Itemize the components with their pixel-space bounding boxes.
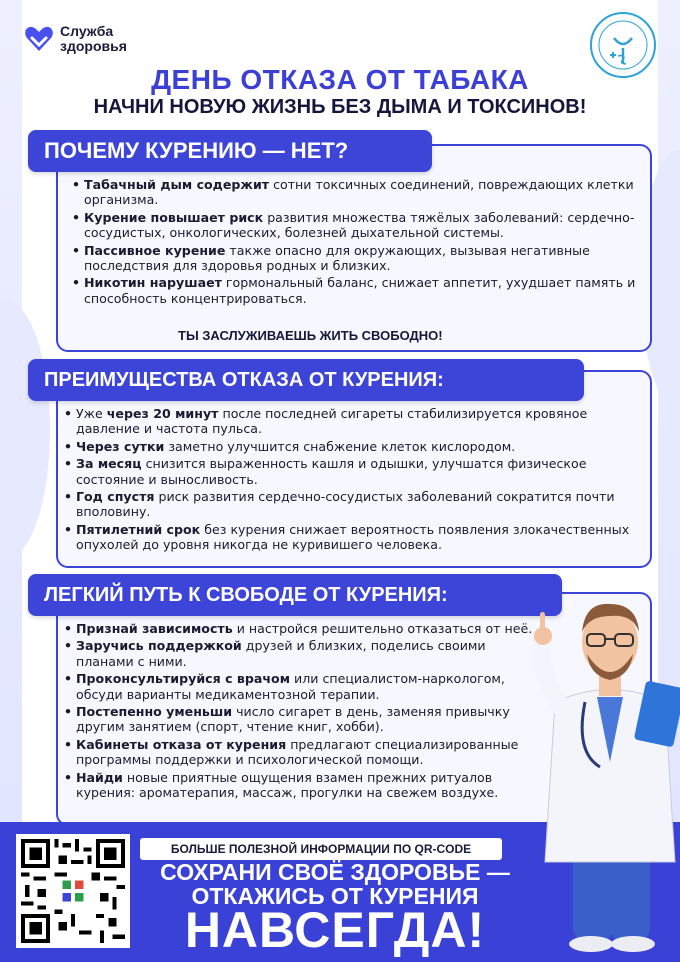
list-item: • Кабинеты отказа от курения предлагают специализированные программы поддержки и психологической помощи. bbox=[64, 737, 544, 768]
list-item: • Пятилетний срок без курения снижает вероятность появления злокачественных опухолей до уровня никогда не куривишего человека. bbox=[64, 522, 644, 553]
page-title: ДЕНЬ ОТКАЗА ОТ ТАБАКА bbox=[151, 64, 529, 95]
list-item: • Признай зависимость и настройся решительно отказаться от неё. bbox=[64, 621, 544, 636]
qr-code[interactable] bbox=[16, 834, 130, 948]
list-item: • Курение повышает риск развития множества тяжёлых заболеваний: сердечно-сосудистых, онкологических, болезней дыхательной системы. bbox=[72, 210, 642, 241]
brand-name-line2: здоровья bbox=[60, 38, 127, 54]
list-item: • Постепенно уменьши число сигарет в день, заменяя привычку другим занятием (спорт, чтение книг, хобби). bbox=[64, 704, 544, 735]
decor-blob bbox=[0, 300, 50, 560]
slogan-line2: ОТКАЖИСЬ ОТ КУРЕНИЯ bbox=[191, 883, 479, 909]
slogan-forever: НАВСЕГДА! bbox=[184, 902, 486, 958]
section-why-list bbox=[72, 177, 642, 308]
brand-name-line1: Служба bbox=[60, 23, 114, 39]
doctor-illustration-icon bbox=[515, 592, 680, 962]
list-item: • Никотин нарушает гормональный баланс, снижает аппетит, ухудшает память и способность концентрироваться. bbox=[72, 275, 642, 306]
section-benefits-heading: ПРЕИМУЩЕСТВА ОТКАЗА ОТ КУРЕНИЯ: bbox=[28, 359, 584, 401]
list-item: • Уже через 20 минут после последней сигареты стабилизируется кровяное давление и частота пульса. bbox=[64, 406, 644, 437]
slogan-line1: СОХРАНИ СВОЁ ЗДОРОВЬЕ — bbox=[160, 859, 510, 885]
page-subtitle: НАЧНИ НОВУЮ ЖИЗНЬ БЕЗ ДЫМА И ТОКСИНОВ! bbox=[93, 96, 587, 118]
section-why-heading: ПОЧЕМУ КУРЕНИЮ — НЕТ? bbox=[28, 130, 432, 172]
list-item: • Через сутки заметно улучшится снабжение клеток кислородом. bbox=[64, 439, 644, 454]
section-path-list bbox=[64, 621, 544, 802]
qr-code-icon bbox=[21, 839, 125, 943]
section-benefits-list bbox=[64, 406, 644, 555]
section-why-motto: ТЫ ЗАСЛУЖИВАЕШЬ ЖИТЬ СВОБОДНО! bbox=[178, 328, 443, 343]
section-path-heading: ЛЕГКИЙ ПУТЬ К СВОБОДЕ ОТ КУРЕНИЯ: bbox=[28, 574, 562, 616]
heart-logo-icon bbox=[24, 25, 54, 53]
brand-logo bbox=[24, 24, 127, 54]
more-info-label: БОЛЬШЕ ПОЛЕЗНОЙ ИНФОРМАЦИИ ПО QR-CODE bbox=[140, 838, 502, 860]
list-item: • За месяц снизится выраженность кашля и одышки, улучшатся физическое состояние и выносливость. bbox=[64, 456, 644, 487]
list-item: • Табачный дым содержит сотни токсичных соединений, повреждающих клетки организма. bbox=[72, 177, 642, 208]
list-item: • Пассивное курение также опасно для окружающих, вызывая негативные последствия для здоровья родных и близких. bbox=[72, 243, 642, 274]
list-item: • Год спустя риск развития сердечно-сосудистых заболеваний сократится почти вполовину. bbox=[64, 489, 644, 520]
list-item: • Заручись поддержкой друзей и близких, поделись своими планами с ними. bbox=[64, 638, 544, 669]
list-item: • Найди новые приятные ощущения взамен прежних ритуалов курения: ароматерапия, массаж, прогулки на свежем воздухе. bbox=[64, 770, 544, 801]
list-item: • Проконсультируйся с врачом или специалистом-наркологом, обсуди варианты медикаментозной терапии. bbox=[64, 671, 544, 702]
